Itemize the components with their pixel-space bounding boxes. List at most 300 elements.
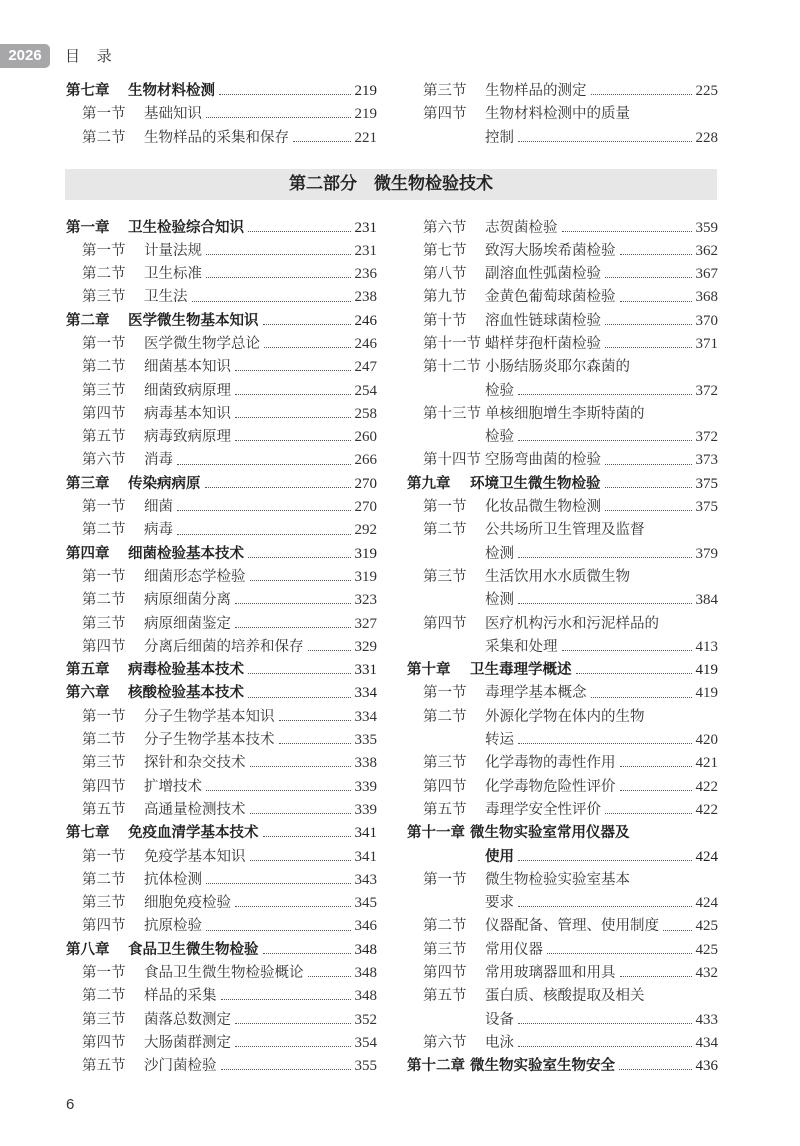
entry-page: 421 bbox=[695, 755, 718, 772]
entry-label: 第四节 bbox=[82, 778, 126, 795]
entry-title: 计量法规 bbox=[144, 242, 202, 259]
toc-chapter-entry[interactable] bbox=[66, 473, 377, 496]
toc-section-entry[interactable] bbox=[66, 776, 377, 799]
toc-section-entry[interactable] bbox=[66, 589, 377, 612]
toc-chapter-entry[interactable] bbox=[66, 217, 377, 240]
entry-title: 抗体检测 bbox=[144, 871, 202, 888]
entry-continuation bbox=[407, 636, 718, 659]
toc-chapter-entry[interactable] bbox=[407, 473, 718, 496]
toc-section-entry[interactable] bbox=[66, 240, 377, 263]
toc-section-entry[interactable] bbox=[407, 217, 718, 240]
dot-leader bbox=[235, 906, 351, 907]
year-badge: 2026 bbox=[0, 44, 50, 68]
entry-page: 368 bbox=[695, 289, 718, 306]
toc-section-entry[interactable] bbox=[66, 103, 377, 126]
entry-title: 微生物检验实验室基本 bbox=[485, 871, 630, 888]
entry-title-line bbox=[485, 217, 718, 240]
entry-label: 第一章 bbox=[66, 219, 110, 236]
entry-title-line bbox=[485, 706, 718, 729]
entry-title-line bbox=[485, 846, 718, 869]
entry-page: 231 bbox=[354, 242, 377, 259]
entry-page: 371 bbox=[695, 335, 718, 352]
entry-title-line bbox=[485, 613, 718, 636]
entry-label: 第二节 bbox=[82, 871, 126, 888]
dot-leader bbox=[206, 277, 351, 278]
entry-label: 第十章 bbox=[407, 662, 451, 679]
toc-section-entry[interactable] bbox=[66, 286, 377, 309]
entry-title-line bbox=[144, 1055, 377, 1078]
entry-title-line bbox=[144, 869, 377, 892]
dot-leader bbox=[206, 254, 351, 255]
entry-label: 第一节 bbox=[423, 871, 467, 888]
toc-left-column bbox=[66, 217, 377, 1079]
toc-section-entry[interactable] bbox=[407, 799, 718, 822]
entry-title-line bbox=[144, 426, 377, 449]
toc-section-entry[interactable] bbox=[66, 869, 377, 892]
entry-label: 第二节 bbox=[82, 988, 126, 1005]
entry-page: 219 bbox=[354, 106, 377, 123]
entry-title: 医疗机构污水和污泥样品的 bbox=[485, 615, 659, 632]
toc-section-entry[interactable] bbox=[66, 706, 377, 729]
toc-section-entry[interactable] bbox=[66, 263, 377, 286]
dot-leader bbox=[605, 347, 692, 348]
toc-section-entry[interactable] bbox=[407, 939, 718, 962]
entry-title-line bbox=[485, 333, 718, 356]
entry-title-line bbox=[485, 752, 718, 775]
entry-title-line bbox=[485, 776, 718, 799]
entry-label: 第三节 bbox=[82, 1011, 126, 1028]
toc-section-entry[interactable] bbox=[407, 706, 718, 729]
entry-page: 260 bbox=[354, 429, 377, 446]
entry-label: 第三节 bbox=[82, 615, 126, 632]
entry-title-line bbox=[144, 286, 377, 309]
entry-label: 第二节 bbox=[82, 592, 126, 609]
entry-page: 339 bbox=[354, 801, 377, 818]
entry-title: 免疫学基本知识 bbox=[144, 848, 246, 865]
entry-label: 第九节 bbox=[423, 289, 467, 306]
entry-title: 病毒检验基本技术 bbox=[128, 662, 244, 679]
dot-leader bbox=[250, 580, 351, 581]
entry-title-continued: 采集和处理 bbox=[485, 638, 558, 655]
entry-title: 电泳 bbox=[485, 1034, 514, 1051]
toc-section-entry[interactable] bbox=[407, 869, 718, 892]
toc-section-entry[interactable] bbox=[66, 1009, 377, 1032]
entry-title-line bbox=[144, 846, 377, 869]
entry-title-continued: 设备 bbox=[485, 1011, 514, 1028]
entry-page: 270 bbox=[354, 475, 377, 492]
dot-leader bbox=[620, 301, 692, 302]
entry-page: 247 bbox=[354, 359, 377, 376]
entry-title: 病毒基本知识 bbox=[144, 405, 231, 422]
dot-leader bbox=[518, 440, 692, 441]
entry-page: 419 bbox=[695, 662, 718, 679]
toc-section-entry[interactable] bbox=[407, 263, 718, 286]
entry-page: 258 bbox=[354, 405, 377, 422]
entry-label: 第五节 bbox=[82, 1058, 126, 1075]
entry-page: 341 bbox=[354, 848, 377, 865]
dot-leader bbox=[518, 1023, 692, 1024]
entry-title-continued: 转运 bbox=[485, 732, 514, 749]
entry-label: 第一节 bbox=[82, 335, 126, 352]
toc-chapter-entry[interactable] bbox=[407, 822, 718, 845]
entry-page: 348 bbox=[354, 988, 377, 1005]
entry-title: 公共场所卫生管理及监督 bbox=[485, 522, 645, 539]
entry-label: 第五章 bbox=[66, 662, 110, 679]
entry-page: 348 bbox=[354, 941, 377, 958]
entry-title-line bbox=[485, 380, 718, 403]
entry-label: 第二节 bbox=[82, 359, 126, 376]
entry-label: 第一节 bbox=[423, 685, 467, 702]
entry-title-line bbox=[485, 543, 718, 566]
entry-title: 分离后细菌的培养和保存 bbox=[144, 638, 304, 655]
entry-title: 细菌形态学检验 bbox=[144, 568, 246, 585]
entry-title-line bbox=[485, 915, 718, 938]
toc-chapter-entry[interactable] bbox=[66, 310, 377, 333]
entry-title: 传染病病原 bbox=[128, 475, 201, 492]
dot-leader bbox=[620, 790, 692, 791]
toc-chapter-entry[interactable] bbox=[66, 939, 377, 962]
entry-title: 大肠菌群测定 bbox=[144, 1034, 231, 1051]
entry-title-line bbox=[144, 1032, 377, 1055]
dot-leader bbox=[221, 1069, 351, 1070]
toc-section-entry[interactable] bbox=[407, 962, 718, 985]
entry-page: 413 bbox=[695, 638, 718, 655]
toc-chapter-entry[interactable] bbox=[66, 80, 377, 103]
dot-leader bbox=[221, 999, 351, 1000]
entry-title: 仪器配备、管理、使用制度 bbox=[485, 918, 659, 935]
entry-title-line bbox=[144, 240, 377, 263]
toc-section-entry[interactable] bbox=[407, 915, 718, 938]
toc-section-entry[interactable] bbox=[66, 127, 377, 150]
entry-label: 第五节 bbox=[423, 988, 467, 1005]
dot-leader bbox=[547, 953, 692, 954]
dot-leader bbox=[293, 141, 351, 142]
entry-title: 空肠弯曲菌的检验 bbox=[485, 452, 601, 469]
dot-leader bbox=[206, 790, 351, 791]
entry-title: 致泻大肠埃希菌检验 bbox=[485, 242, 616, 259]
entry-label: 第七节 bbox=[423, 242, 467, 259]
entry-title: 外源化学物在体内的生物 bbox=[485, 708, 645, 725]
entry-page: 367 bbox=[695, 266, 718, 283]
entry-title: 生物样品的采集和保存 bbox=[144, 129, 289, 146]
dot-leader bbox=[177, 534, 351, 535]
entry-label: 第九章 bbox=[407, 475, 451, 492]
entry-title: 单核细胞增生李斯特菌的 bbox=[485, 405, 645, 422]
entry-page: 370 bbox=[695, 312, 718, 329]
entry-label: 第十二章 bbox=[407, 1058, 465, 1075]
entry-title-line bbox=[485, 426, 718, 449]
entry-continuation bbox=[407, 846, 718, 869]
toc-section-entry[interactable] bbox=[407, 682, 718, 705]
toc-section-entry[interactable] bbox=[66, 613, 377, 636]
entry-continuation bbox=[407, 127, 718, 150]
entry-label: 第五节 bbox=[82, 801, 126, 818]
toc-section-entry[interactable] bbox=[66, 892, 377, 915]
dot-leader bbox=[605, 277, 692, 278]
entry-label: 第一节 bbox=[82, 568, 126, 585]
entry-title-line bbox=[485, 962, 718, 985]
entry-page: 352 bbox=[354, 1011, 377, 1028]
toc-top-right-column bbox=[407, 80, 718, 150]
entry-label: 第二节 bbox=[82, 129, 126, 146]
running-head: 目 录 bbox=[65, 47, 118, 65]
entry-title-line bbox=[470, 1055, 718, 1078]
entry-title-continued: 检测 bbox=[485, 545, 514, 562]
entry-title: 病原细菌鉴定 bbox=[144, 615, 231, 632]
entry-label: 第十节 bbox=[423, 312, 467, 329]
entry-title: 常用仪器 bbox=[485, 941, 543, 958]
entry-title-line bbox=[485, 496, 718, 519]
entry-title-line bbox=[485, 939, 718, 962]
toc-section-entry[interactable] bbox=[66, 426, 377, 449]
dot-leader bbox=[518, 394, 692, 395]
entry-title-line bbox=[485, 869, 718, 892]
toc-section-entry[interactable] bbox=[66, 915, 377, 938]
toc-section-entry[interactable] bbox=[66, 799, 377, 822]
dot-leader bbox=[235, 1023, 351, 1024]
toc-section-entry[interactable] bbox=[66, 356, 377, 379]
entry-title-line bbox=[485, 286, 718, 309]
dot-leader bbox=[235, 417, 351, 418]
toc-chapter-entry[interactable] bbox=[407, 1055, 718, 1078]
toc-section-entry[interactable] bbox=[66, 333, 377, 356]
dot-leader bbox=[248, 697, 351, 698]
toc-chapter-entry[interactable] bbox=[407, 659, 718, 682]
entry-label: 第二节 bbox=[82, 522, 126, 539]
entry-title-line bbox=[485, 682, 718, 705]
entry-title-line bbox=[144, 127, 377, 150]
entry-label: 第四节 bbox=[82, 638, 126, 655]
entry-title-line bbox=[485, 1009, 718, 1032]
entry-title-continued: 要求 bbox=[485, 895, 514, 912]
entry-title-line bbox=[128, 682, 377, 705]
dot-leader bbox=[206, 930, 351, 931]
dot-leader bbox=[205, 487, 351, 488]
entry-title-line bbox=[144, 519, 377, 542]
entry-title: 高通量检测技术 bbox=[144, 801, 246, 818]
entry-label: 第二节 bbox=[82, 266, 126, 283]
toc-section-entry[interactable] bbox=[66, 962, 377, 985]
dot-leader bbox=[250, 766, 351, 767]
entry-title-line bbox=[144, 566, 377, 589]
toc-section-entry[interactable] bbox=[407, 80, 718, 103]
entry-title-line bbox=[485, 892, 718, 915]
toc-section-entry[interactable] bbox=[407, 356, 718, 379]
entry-label: 第五节 bbox=[82, 429, 126, 446]
dot-leader bbox=[248, 673, 351, 674]
entry-page: 375 bbox=[695, 499, 718, 516]
entry-title-line bbox=[470, 822, 718, 845]
entry-title-line bbox=[144, 915, 377, 938]
dot-leader bbox=[192, 301, 351, 302]
entry-title: 生活饮用水水质微生物 bbox=[485, 568, 630, 585]
toc-section-entry[interactable] bbox=[66, 636, 377, 659]
toc-section-entry[interactable] bbox=[407, 103, 718, 126]
toc-section-entry[interactable] bbox=[407, 519, 718, 542]
entry-continuation bbox=[407, 380, 718, 403]
entry-title: 卫生标准 bbox=[144, 266, 202, 283]
toc-section-entry[interactable] bbox=[407, 985, 718, 1008]
entry-title-line bbox=[128, 217, 377, 240]
entry-page: 372 bbox=[695, 429, 718, 446]
entry-page: 334 bbox=[354, 685, 377, 702]
entry-title: 生物材料检测 bbox=[128, 83, 215, 99]
toc-top-left-column bbox=[66, 80, 377, 150]
entry-page: 425 bbox=[695, 918, 718, 935]
toc-chapter-entry[interactable] bbox=[66, 682, 377, 705]
entry-title-line bbox=[485, 636, 718, 659]
toc-section-entry[interactable] bbox=[66, 449, 377, 472]
toc-section-entry[interactable] bbox=[66, 566, 377, 589]
entry-title: 化学毒物危险性评价 bbox=[485, 778, 616, 795]
entry-page: 341 bbox=[354, 825, 377, 842]
entry-label: 第三节 bbox=[423, 755, 467, 772]
entry-page: 334 bbox=[354, 708, 377, 725]
entry-page: 346 bbox=[354, 918, 377, 935]
toc-chapter-entry[interactable] bbox=[66, 659, 377, 682]
entry-label: 第十四节 bbox=[423, 452, 481, 469]
entry-title: 细菌检验基本技术 bbox=[128, 545, 244, 562]
toc-section-entry[interactable] bbox=[407, 310, 718, 333]
toc-section-entry[interactable] bbox=[407, 286, 718, 309]
entry-page: 354 bbox=[354, 1034, 377, 1051]
entry-page: 225 bbox=[695, 83, 718, 99]
dot-leader bbox=[235, 1046, 351, 1047]
toc-section-entry[interactable] bbox=[407, 1032, 718, 1055]
toc-section-entry[interactable] bbox=[66, 985, 377, 1008]
toc-section-entry[interactable] bbox=[407, 333, 718, 356]
entry-title-line bbox=[485, 985, 718, 1008]
entry-page: 219 bbox=[354, 83, 377, 99]
entry-title: 小肠结肠炎耶尔森菌的 bbox=[485, 359, 630, 376]
toc-section-entry[interactable] bbox=[407, 496, 718, 519]
entry-label: 第四节 bbox=[82, 918, 126, 935]
toc-section-entry[interactable] bbox=[66, 380, 377, 403]
toc-section-entry[interactable] bbox=[407, 566, 718, 589]
entry-title-line bbox=[485, 729, 718, 752]
entry-title-continued: 控制 bbox=[485, 129, 514, 146]
dot-leader bbox=[605, 464, 692, 465]
entry-title-line bbox=[144, 776, 377, 799]
dot-leader bbox=[248, 557, 351, 558]
dot-leader bbox=[518, 860, 692, 861]
toc-section-entry[interactable] bbox=[66, 519, 377, 542]
toc-section-entry[interactable] bbox=[66, 1032, 377, 1055]
dot-leader bbox=[263, 324, 351, 325]
entry-page: 343 bbox=[354, 871, 377, 888]
dot-leader bbox=[177, 510, 351, 511]
dot-leader bbox=[219, 94, 351, 95]
entry-page: 338 bbox=[354, 755, 377, 772]
part-banner: 第二部分 微生物检验技术 bbox=[65, 169, 717, 200]
entry-title: 核酸检验基本技术 bbox=[128, 685, 244, 702]
entry-label: 第十三节 bbox=[423, 405, 481, 422]
dot-leader bbox=[619, 1069, 692, 1070]
dot-leader bbox=[279, 743, 351, 744]
dot-leader bbox=[518, 743, 692, 744]
toc-section-entry[interactable] bbox=[66, 752, 377, 775]
entry-title-line bbox=[128, 822, 377, 845]
toc-chapter-entry[interactable] bbox=[66, 543, 377, 566]
dot-leader bbox=[264, 347, 351, 348]
dot-leader bbox=[591, 697, 692, 698]
dot-leader bbox=[250, 860, 351, 861]
entry-title-line bbox=[485, 103, 718, 126]
entry-title: 菌落总数测定 bbox=[144, 1011, 231, 1028]
entry-label: 第四节 bbox=[423, 106, 467, 123]
entry-title: 免疫血清学基本技术 bbox=[128, 825, 259, 842]
entry-label: 第六节 bbox=[82, 452, 126, 469]
entry-label: 第四节 bbox=[82, 405, 126, 422]
toc-section-entry[interactable] bbox=[66, 496, 377, 519]
dot-leader bbox=[248, 231, 351, 232]
entry-label: 第三节 bbox=[423, 83, 467, 99]
entry-page: 246 bbox=[354, 312, 377, 329]
toc-section-entry[interactable] bbox=[66, 403, 377, 426]
entry-title-line bbox=[144, 892, 377, 915]
entry-label: 第一节 bbox=[82, 242, 126, 259]
dot-leader bbox=[518, 603, 692, 604]
entry-label: 第二章 bbox=[66, 312, 110, 329]
entry-title: 环境卫生微生物检验 bbox=[470, 475, 601, 492]
toc-section-entry[interactable] bbox=[66, 729, 377, 752]
page-number: 6 bbox=[66, 1096, 75, 1113]
toc-section-entry[interactable] bbox=[407, 613, 718, 636]
toc-chapter-entry[interactable] bbox=[66, 822, 377, 845]
toc-section-entry[interactable] bbox=[407, 752, 718, 775]
dot-leader bbox=[605, 324, 692, 325]
entry-title: 蜡样芽孢杆菌检验 bbox=[485, 335, 601, 352]
entry-title: 副溶血性弧菌检验 bbox=[485, 266, 601, 283]
entry-label: 第三节 bbox=[423, 941, 467, 958]
entry-title: 沙门菌检验 bbox=[144, 1058, 217, 1075]
dot-leader bbox=[663, 930, 692, 931]
entry-title: 病毒致病原理 bbox=[144, 429, 231, 446]
entry-title-line bbox=[144, 962, 377, 985]
entry-continuation bbox=[407, 589, 718, 612]
entry-title: 蛋白质、核酸提取及相关 bbox=[485, 988, 645, 1005]
toc-section-entry[interactable] bbox=[407, 449, 718, 472]
toc-section-entry[interactable] bbox=[407, 403, 718, 426]
entry-continuation bbox=[407, 1009, 718, 1032]
entry-title-line bbox=[144, 103, 377, 126]
entry-title: 消毒 bbox=[144, 452, 173, 469]
dot-leader bbox=[235, 440, 351, 441]
entry-title-line bbox=[470, 659, 718, 682]
entry-page: 424 bbox=[695, 895, 718, 912]
entry-title-line bbox=[144, 403, 377, 426]
entry-title-line bbox=[485, 589, 718, 612]
toc-section-entry[interactable] bbox=[407, 776, 718, 799]
entry-label: 第一节 bbox=[423, 499, 467, 516]
toc-section-entry[interactable] bbox=[66, 1055, 377, 1078]
entry-title: 医学微生物基本知识 bbox=[128, 312, 259, 329]
entry-title: 食品卫生微生物检验 bbox=[128, 941, 259, 958]
entry-label: 第八章 bbox=[66, 941, 110, 958]
toc-section-entry[interactable] bbox=[66, 846, 377, 869]
entry-label: 第三节 bbox=[82, 382, 126, 399]
entry-page: 373 bbox=[695, 452, 718, 469]
entry-title: 毒理学安全性评价 bbox=[485, 801, 601, 818]
dot-leader bbox=[279, 720, 351, 721]
toc-section-entry[interactable] bbox=[407, 240, 718, 263]
entry-title: 志贺菌检验 bbox=[485, 219, 558, 236]
entry-page: 331 bbox=[354, 662, 377, 679]
entry-title: 食品卫生微生物检验概论 bbox=[144, 965, 304, 981]
entry-title: 微生物实验室常用仪器及 bbox=[470, 825, 630, 842]
entry-page: 348 bbox=[354, 965, 377, 981]
dot-leader bbox=[308, 650, 351, 651]
